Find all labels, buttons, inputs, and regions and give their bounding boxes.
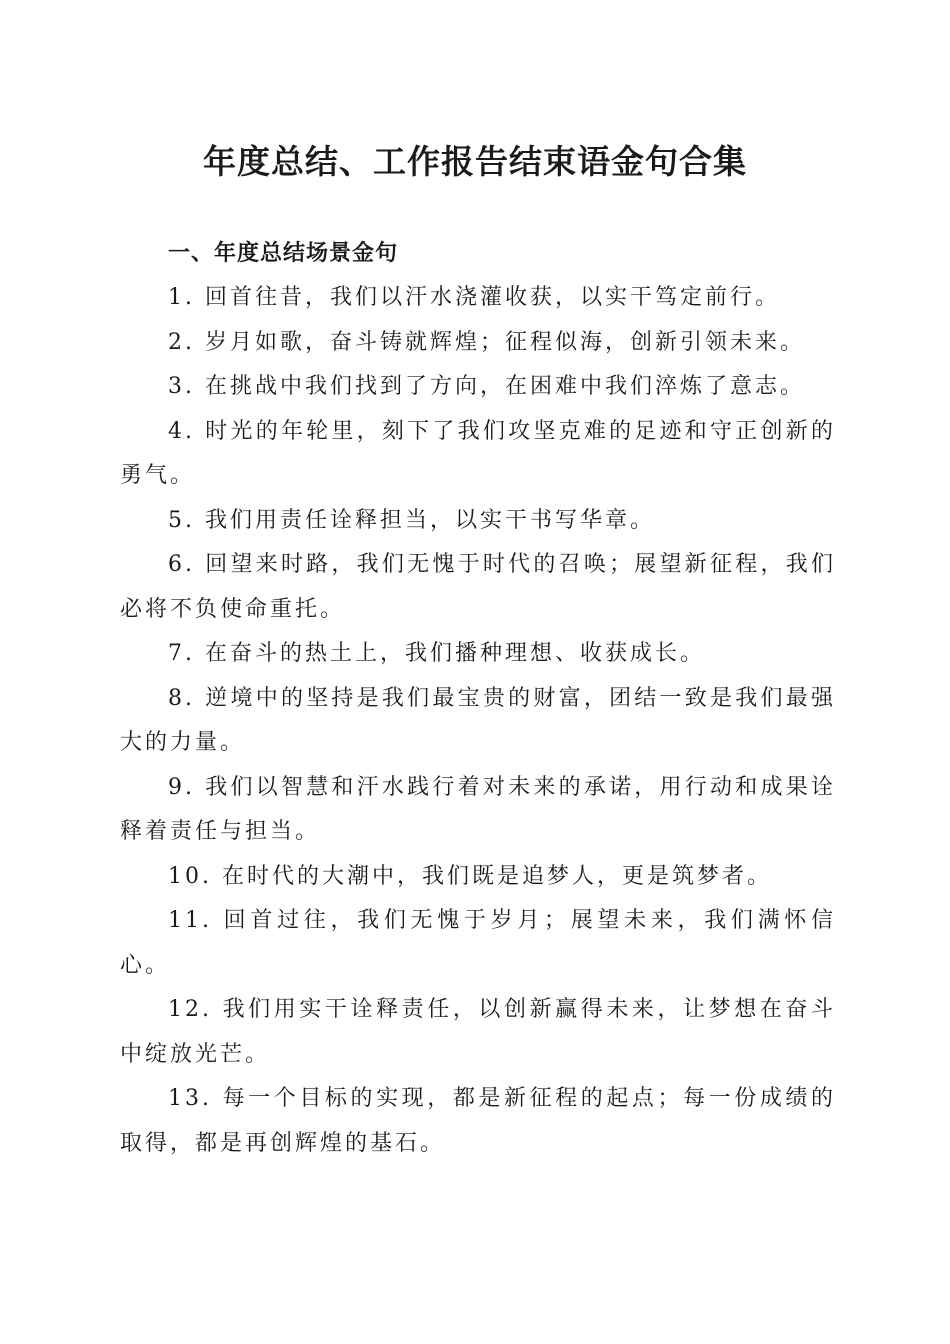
list-item: 7. 在奋斗的热土上，我们播种理想、收获成长。 <box>168 641 705 666</box>
list-item: 4. 时光的年轮里，刻下了我们攻坚克难的足迹和守正创新的勇气。 <box>120 418 836 488</box>
list-item: 5. 我们用责任诠释担当，以实干书写华章。 <box>168 507 655 533</box>
document-body <box>120 232 836 1166</box>
list-item: 1. 回首往昔，我们以汗水浇灌收获，以实干笃定前行。 <box>168 285 780 310</box>
section-heading: 一、年度总结场景金句 <box>168 241 399 266</box>
list-item: 12. 我们用实干诠释责任，以创新赢得未来，让梦想在奋斗中绽放光芒。 <box>120 997 836 1067</box>
list-item: 13. 每一个目标的实现，都是新征程的起点；每一份成绩的取得，都是再创辉煌的基石。 <box>120 1086 836 1156</box>
list-item: 3. 在挑战中我们找到了方向，在困难中我们淬炼了意志。 <box>168 374 805 399</box>
list-item: 6. 回望来时路，我们无愧于时代的召唤；展望新征程，我们必将不负使命重托。 <box>120 552 836 622</box>
list-item: 8. 逆境中的坚持是我们最宝贵的财富，团结一致是我们最强大的力量。 <box>120 685 836 755</box>
list-item: 2. 岁月如歌，奋斗铸就辉煌；征程似海，创新引领未来。 <box>168 329 805 355</box>
list-item: 9. 我们以智慧和汗水践行着对未来的承诺，用行动和成果诠释着责任与担当。 <box>120 774 836 844</box>
list-item: 11. 回首过往，我们无愧于岁月；展望未来，我们满怀信心。 <box>120 908 836 978</box>
list-item: 10. 在时代的大潮中，我们既是追梦人，更是筑梦者。 <box>168 863 772 889</box>
document-title: 年度总结、工作报告结束语金句合集 <box>203 142 747 181</box>
